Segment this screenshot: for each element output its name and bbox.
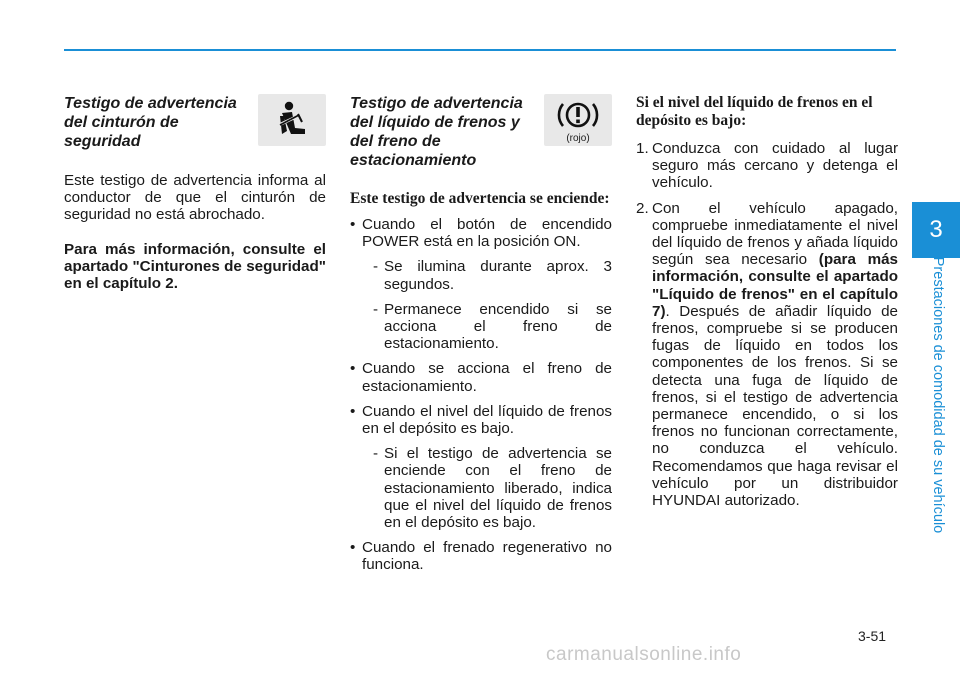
list-item [636, 140, 898, 192]
list-item: - Se ilumina durante aprox. 3 segundos. [362, 258, 612, 292]
brake-subtitle: Este testigo de advertencia se enciende: [350, 190, 610, 207]
low-level-steps [636, 140, 898, 509]
list-item [636, 200, 898, 510]
list-item [350, 403, 612, 531]
column-brake [350, 94, 612, 582]
list-item: • Cuando se acciona el freno de estacionamiento. [350, 360, 612, 394]
chapter-number: 3 [929, 216, 943, 243]
list-item: • Cuando el frenado regenerativo no funciona. [350, 539, 612, 573]
page-number: 3-51 [858, 628, 887, 644]
chapter-title-text: Prestaciones de comodidad de su vehículo [930, 256, 946, 534]
list-item-text: Cuando el botón de encendido POWER está en la posición ON. [362, 216, 612, 251]
brake-condition-list [350, 216, 612, 574]
seatbelt-description: Este testigo de advertencia informa al conductor de que el cinturón de seguridad no está abrochado. [64, 172, 326, 224]
step-number: 1. [636, 140, 649, 157]
list-item [350, 216, 612, 352]
watermark: carmanualsonline.info [546, 644, 742, 665]
header-rule [64, 49, 896, 51]
list-item: - Permanece encendido si se acciona el freno de estacionamiento. [362, 301, 612, 353]
step-text-reference: (para más información, consulte el apartado "Líquido de frenos" en el capítulo 7) [652, 251, 898, 320]
step-text: . Después de añadir líquido de frenos, compruebe si se producen fugas de líquido en todos los componentes de los frenos. Si se detecta una fuga de líquido de frenos, si el testigo de advertencia permanece encendido, o si los frenos no funcionan correctamente, no conduzca el vehículo. Recomendamos que haga revisar el vehículo por un distribuidor HYUNDAI autorizado. [652, 302, 898, 510]
brake-icon-caption: (rojo) [566, 133, 590, 144]
step-text: Con el vehículo apagado, compruebe inmediatamente el nivel del líquido de frenos y añada líquido según sea necesario [652, 199, 898, 269]
seatbelt-reference: Para más información, consulte el apartado "Cinturones de seguridad" en el capítulo 2. [64, 240, 326, 293]
list-item: - Si el testigo de advertencia se enciende con el freno de estacionamiento liberado, indica que el nivel del líquido de frenos en el depósito es bajo. [362, 445, 612, 531]
brake-warning-icon [544, 94, 612, 146]
low-level-heading: Si el nivel del líquido de frenos en el depósito es bajo: [636, 94, 873, 129]
column-seatbelt [64, 94, 326, 292]
seatbelt-heading: Testigo de advertencia del cinturón de seguridad [64, 95, 237, 150]
brake-heading: Testigo de advertencia del líquido de frenos y del freno de estacionamiento [350, 95, 523, 169]
seatbelt-warning-icon [258, 94, 326, 146]
step-number: 2. [636, 199, 649, 217]
column-low-level [636, 94, 898, 517]
chapter-title [927, 250, 949, 540]
list-item-text: Cuando el nivel del líquido de frenos en el depósito es bajo. [362, 402, 612, 438]
step-text: Conduzca con cuidado al lugar seguro más cercano y detenga el vehículo. [652, 140, 898, 192]
